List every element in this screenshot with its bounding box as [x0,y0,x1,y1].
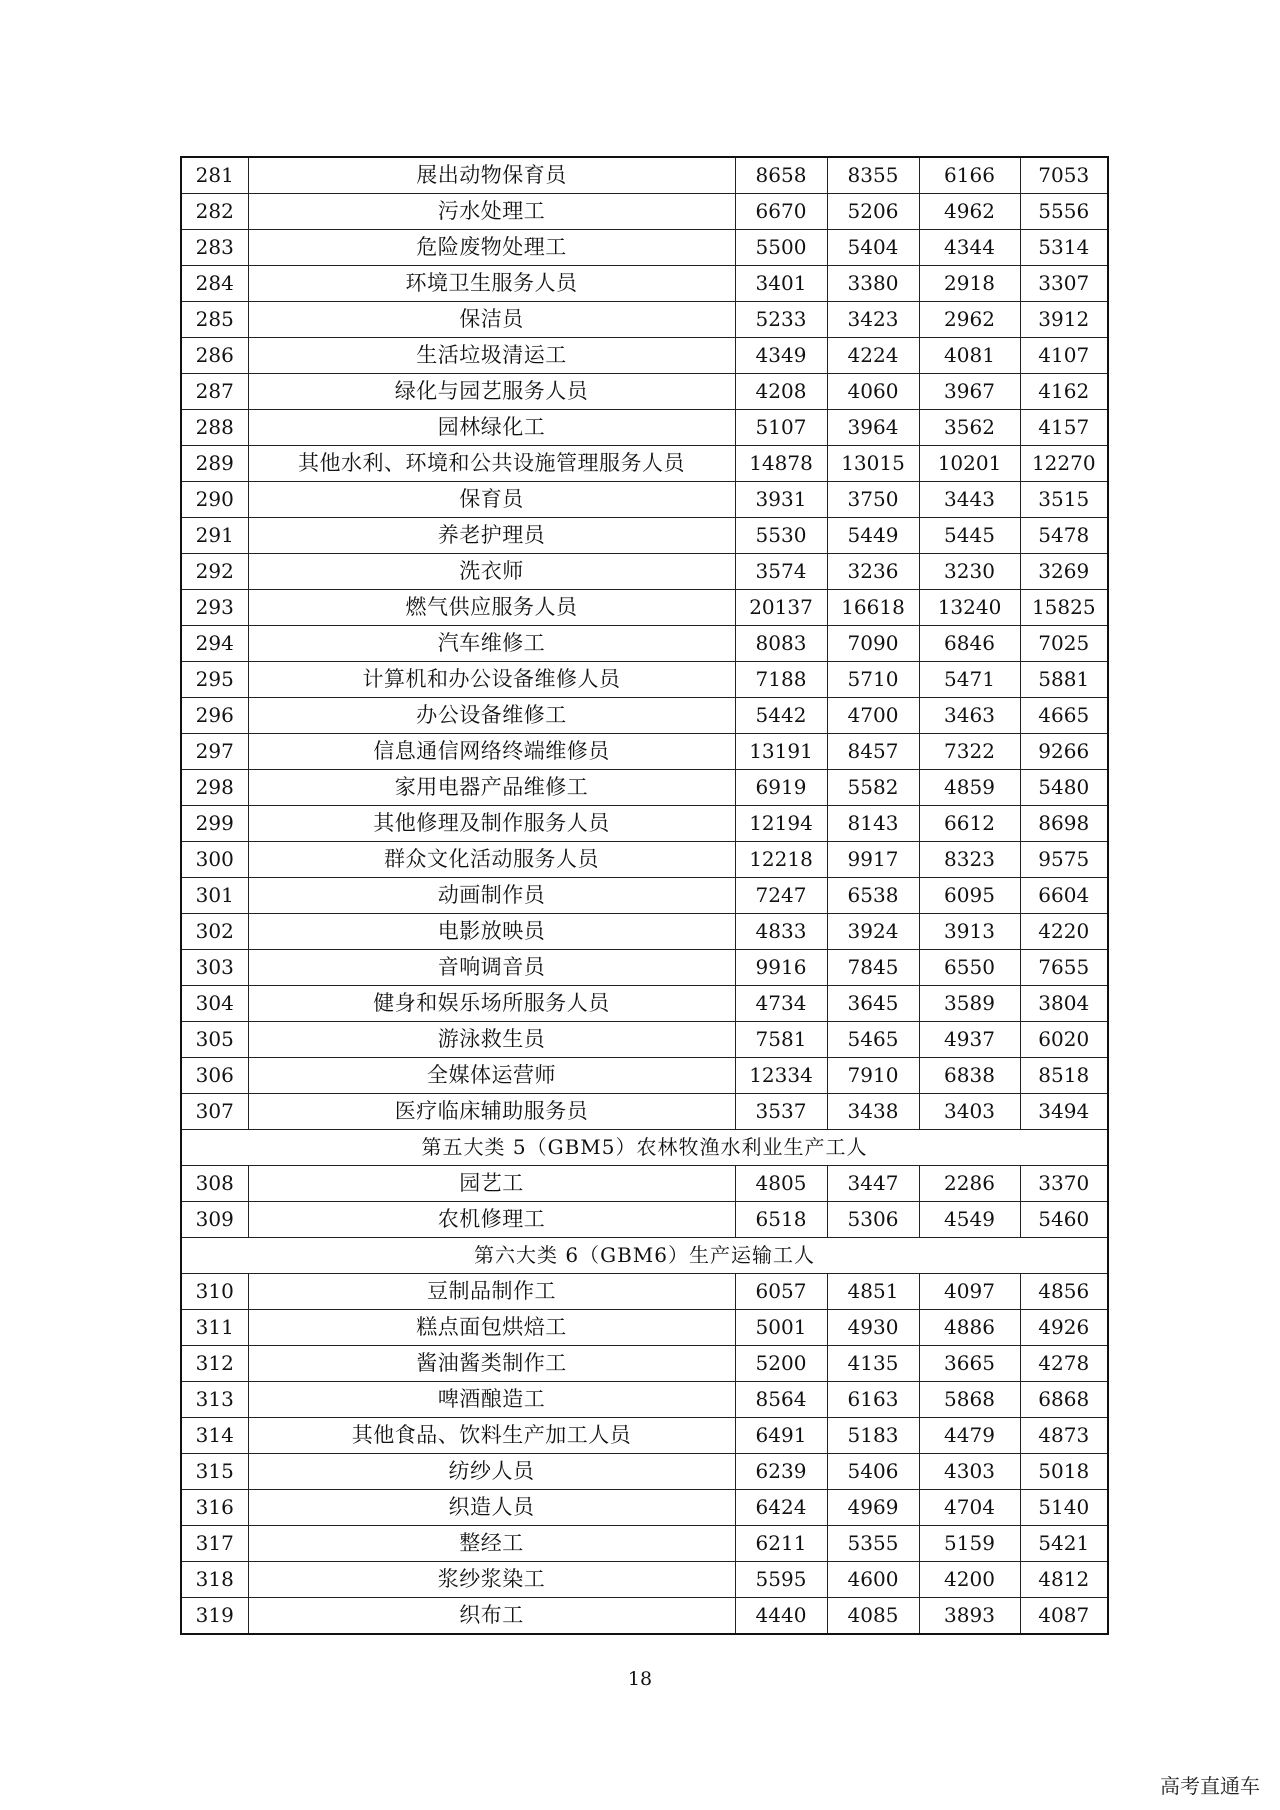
occupation-name-cell: 电影放映员 [248,914,735,950]
occupation-name-cell: 啤酒酿造工 [248,1382,735,1418]
row-number-cell: 286 [181,338,248,374]
table-row [181,914,1108,950]
row-number-cell: 295 [181,662,248,698]
value-cell-4: 3515 [1020,482,1108,518]
value-cell-1: 12194 [735,806,827,842]
table-row [181,950,1108,986]
table-row [181,698,1108,734]
occupation-name-cell: 园艺工 [248,1166,735,1202]
value-cell-4: 5421 [1020,1526,1108,1562]
value-cell-2: 3236 [827,554,919,590]
table-row [181,1310,1108,1346]
occupation-name-cell: 织造人员 [248,1490,735,1526]
value-cell-1: 6211 [735,1526,827,1562]
value-cell-2: 13015 [827,446,919,482]
value-cell-3: 6166 [919,157,1020,194]
value-cell-3: 3463 [919,698,1020,734]
table-row [181,230,1108,266]
value-cell-3: 8323 [919,842,1020,878]
occupation-name-cell: 保洁员 [248,302,735,338]
row-number-cell: 310 [181,1274,248,1310]
value-cell-2: 5306 [827,1202,919,1238]
table-row [181,770,1108,806]
value-cell-2: 3964 [827,410,919,446]
occupation-name-cell: 纺纱人员 [248,1454,735,1490]
value-cell-1: 4208 [735,374,827,410]
row-number-cell: 313 [181,1382,248,1418]
table-row [181,1526,1108,1562]
value-cell-4: 6604 [1020,878,1108,914]
value-cell-1: 4833 [735,914,827,950]
value-cell-3: 13240 [919,590,1020,626]
table-row [181,1418,1108,1454]
value-cell-4: 12270 [1020,446,1108,482]
occupation-name-cell: 绿化与园艺服务人员 [248,374,735,410]
value-cell-3: 4937 [919,1022,1020,1058]
table-row [181,1562,1108,1598]
row-number-cell: 298 [181,770,248,806]
value-cell-2: 3380 [827,266,919,302]
row-number-cell: 281 [181,157,248,194]
value-cell-3: 4097 [919,1274,1020,1310]
row-number-cell: 303 [181,950,248,986]
value-cell-1: 6239 [735,1454,827,1490]
row-number-cell: 287 [181,374,248,410]
occupation-name-cell: 其他食品、饮料生产加工人员 [248,1418,735,1454]
value-cell-1: 6518 [735,1202,827,1238]
row-number-cell: 300 [181,842,248,878]
value-cell-3: 5868 [919,1382,1020,1418]
table-row [181,986,1108,1022]
value-cell-4: 9575 [1020,842,1108,878]
value-cell-3: 6612 [919,806,1020,842]
value-cell-3: 6846 [919,626,1020,662]
table-row [181,1202,1108,1238]
value-cell-2: 16618 [827,590,919,626]
value-cell-1: 9916 [735,950,827,986]
value-cell-1: 6424 [735,1490,827,1526]
row-number-cell: 282 [181,194,248,230]
table-row [181,734,1108,770]
value-cell-4: 5460 [1020,1202,1108,1238]
value-cell-1: 20137 [735,590,827,626]
value-cell-2: 5183 [827,1418,919,1454]
occupation-name-cell: 危险废物处理工 [248,230,735,266]
value-cell-4: 15825 [1020,590,1108,626]
value-cell-4: 5478 [1020,518,1108,554]
value-cell-2: 4085 [827,1598,919,1635]
value-cell-4: 4278 [1020,1346,1108,1382]
table-row [181,446,1108,482]
value-cell-4: 4107 [1020,338,1108,374]
occupation-name-cell: 糕点面包烘焙工 [248,1310,735,1346]
value-cell-4: 3370 [1020,1166,1108,1202]
row-number-cell: 285 [181,302,248,338]
occupation-name-cell: 燃气供应服务人员 [248,590,735,626]
table-row [181,878,1108,914]
value-cell-2: 5404 [827,230,919,266]
value-cell-4: 3269 [1020,554,1108,590]
value-cell-3: 7322 [919,734,1020,770]
row-number-cell: 299 [181,806,248,842]
value-cell-4: 4926 [1020,1310,1108,1346]
value-cell-4: 5018 [1020,1454,1108,1490]
value-cell-1: 4805 [735,1166,827,1202]
value-cell-4: 3494 [1020,1094,1108,1130]
value-cell-2: 4135 [827,1346,919,1382]
value-cell-4: 8518 [1020,1058,1108,1094]
row-number-cell: 283 [181,230,248,266]
table-row [181,1274,1108,1310]
row-number-cell: 296 [181,698,248,734]
table-row [181,1058,1108,1094]
value-cell-1: 5530 [735,518,827,554]
table-row [181,518,1108,554]
value-cell-3: 3443 [919,482,1020,518]
value-cell-4: 5314 [1020,230,1108,266]
value-cell-1: 6670 [735,194,827,230]
occupation-name-cell: 洗衣师 [248,554,735,590]
value-cell-1: 12334 [735,1058,827,1094]
page-number: 18 [627,1668,653,1690]
row-number-cell: 318 [181,1562,248,1598]
value-cell-1: 5200 [735,1346,827,1382]
table-row [181,374,1108,410]
value-cell-4: 7053 [1020,157,1108,194]
occupation-name-cell: 展出动物保育员 [248,157,735,194]
value-cell-4: 3307 [1020,266,1108,302]
value-cell-3: 4962 [919,194,1020,230]
value-cell-2: 6538 [827,878,919,914]
value-cell-1: 6919 [735,770,827,806]
occupation-name-cell: 动画制作员 [248,878,735,914]
row-number-cell: 291 [181,518,248,554]
occupation-name-cell: 生活垃圾清运工 [248,338,735,374]
value-cell-4: 9266 [1020,734,1108,770]
row-number-cell: 316 [181,1490,248,1526]
value-cell-3: 4303 [919,1454,1020,1490]
value-cell-1: 7188 [735,662,827,698]
value-cell-4: 6020 [1020,1022,1108,1058]
value-cell-1: 4440 [735,1598,827,1635]
row-number-cell: 284 [181,266,248,302]
value-cell-3: 4200 [919,1562,1020,1598]
row-number-cell: 312 [181,1346,248,1382]
category-heading: 第五大类 5（GBM5）农林牧渔水利业生产工人 [181,1130,1108,1166]
wage-table [180,156,1109,1635]
table-row [181,157,1108,194]
category-row [181,1238,1108,1274]
value-cell-1: 3931 [735,482,827,518]
value-cell-1: 12218 [735,842,827,878]
occupation-name-cell: 农机修理工 [248,1202,735,1238]
row-number-cell: 290 [181,482,248,518]
value-cell-4: 7655 [1020,950,1108,986]
table-row [181,1382,1108,1418]
value-cell-4: 7025 [1020,626,1108,662]
occupation-name-cell: 汽车维修工 [248,626,735,662]
occupation-name-cell: 计算机和办公设备维修人员 [248,662,735,698]
value-cell-3: 4549 [919,1202,1020,1238]
table-row [181,1094,1108,1130]
value-cell-4: 3804 [1020,986,1108,1022]
value-cell-1: 3401 [735,266,827,302]
occupation-name-cell: 浆纱浆染工 [248,1562,735,1598]
value-cell-1: 8564 [735,1382,827,1418]
occupation-name-cell: 全媒体运营师 [248,1058,735,1094]
value-cell-3: 2962 [919,302,1020,338]
occupation-name-cell: 群众文化活动服务人员 [248,842,735,878]
value-cell-4: 4162 [1020,374,1108,410]
table-row [181,1598,1108,1635]
row-number-cell: 319 [181,1598,248,1635]
occupation-name-cell: 其他修理及制作服务人员 [248,806,735,842]
value-cell-1: 3574 [735,554,827,590]
value-cell-3: 5445 [919,518,1020,554]
row-number-cell: 311 [181,1310,248,1346]
value-cell-4: 5881 [1020,662,1108,698]
value-cell-1: 5595 [735,1562,827,1598]
occupation-name-cell: 豆制品制作工 [248,1274,735,1310]
value-cell-3: 3230 [919,554,1020,590]
value-cell-2: 8457 [827,734,919,770]
value-cell-2: 5206 [827,194,919,230]
value-cell-3: 4859 [919,770,1020,806]
occupation-name-cell: 环境卫生服务人员 [248,266,735,302]
value-cell-2: 3924 [827,914,919,950]
occupation-name-cell: 酱油酱类制作工 [248,1346,735,1382]
table-row [181,590,1108,626]
value-cell-3: 5471 [919,662,1020,698]
value-cell-1: 8083 [735,626,827,662]
value-cell-2: 3423 [827,302,919,338]
row-number-cell: 307 [181,1094,248,1130]
occupation-name-cell: 医疗临床辅助服务员 [248,1094,735,1130]
value-cell-2: 5465 [827,1022,919,1058]
table-row [181,1166,1108,1202]
value-cell-2: 4600 [827,1562,919,1598]
value-cell-4: 4856 [1020,1274,1108,1310]
occupation-name-cell: 保育员 [248,482,735,518]
category-row [181,1130,1108,1166]
value-cell-2: 3645 [827,986,919,1022]
value-cell-2: 3438 [827,1094,919,1130]
value-cell-3: 6550 [919,950,1020,986]
value-cell-4: 5480 [1020,770,1108,806]
value-cell-3: 2918 [919,266,1020,302]
value-cell-4: 6868 [1020,1382,1108,1418]
occupation-name-cell: 养老护理员 [248,518,735,554]
value-cell-3: 3893 [919,1598,1020,1635]
occupation-name-cell: 家用电器产品维修工 [248,770,735,806]
table-row [181,626,1108,662]
value-cell-1: 6057 [735,1274,827,1310]
value-cell-3: 3562 [919,410,1020,446]
table-row [181,1022,1108,1058]
row-number-cell: 317 [181,1526,248,1562]
value-cell-1: 14878 [735,446,827,482]
value-cell-4: 4665 [1020,698,1108,734]
value-cell-2: 4969 [827,1490,919,1526]
table-row [181,1490,1108,1526]
value-cell-1: 5107 [735,410,827,446]
value-cell-2: 5355 [827,1526,919,1562]
value-cell-2: 6163 [827,1382,919,1418]
value-cell-3: 3589 [919,986,1020,1022]
occupation-name-cell: 其他水利、环境和公共设施管理服务人员 [248,446,735,482]
value-cell-1: 4734 [735,986,827,1022]
row-number-cell: 309 [181,1202,248,1238]
value-cell-1: 5233 [735,302,827,338]
value-cell-1: 6491 [735,1418,827,1454]
row-number-cell: 301 [181,878,248,914]
row-number-cell: 306 [181,1058,248,1094]
occupation-name-cell: 音响调音员 [248,950,735,986]
category-heading: 第六大类 6（GBM6）生产运输工人 [181,1238,1108,1274]
value-cell-4: 4812 [1020,1562,1108,1598]
value-cell-2: 8355 [827,157,919,194]
row-number-cell: 305 [181,1022,248,1058]
value-cell-2: 4700 [827,698,919,734]
value-cell-1: 13191 [735,734,827,770]
value-cell-3: 5159 [919,1526,1020,1562]
value-cell-4: 3912 [1020,302,1108,338]
watermark-text: 高考直通车 [1160,1774,1260,1798]
occupation-name-cell: 办公设备维修工 [248,698,735,734]
value-cell-3: 3967 [919,374,1020,410]
occupation-name-cell: 园林绿化工 [248,410,735,446]
table-row [181,410,1108,446]
row-number-cell: 288 [181,410,248,446]
occupation-name-cell: 整经工 [248,1526,735,1562]
row-number-cell: 315 [181,1454,248,1490]
table-row [181,266,1108,302]
value-cell-2: 5582 [827,770,919,806]
value-cell-4: 5140 [1020,1490,1108,1526]
table-row [181,1454,1108,1490]
value-cell-2: 9917 [827,842,919,878]
value-cell-3: 3913 [919,914,1020,950]
value-cell-1: 8658 [735,157,827,194]
value-cell-2: 4851 [827,1274,919,1310]
value-cell-3: 6838 [919,1058,1020,1094]
value-cell-1: 7247 [735,878,827,914]
occupation-name-cell: 织布工 [248,1598,735,1635]
table-row [181,338,1108,374]
table-row [181,554,1108,590]
table-row [181,662,1108,698]
row-number-cell: 314 [181,1418,248,1454]
row-number-cell: 304 [181,986,248,1022]
row-number-cell: 302 [181,914,248,950]
value-cell-2: 3447 [827,1166,919,1202]
value-cell-2: 5449 [827,518,919,554]
table-row [181,482,1108,518]
value-cell-1: 7581 [735,1022,827,1058]
occupation-name-cell: 游泳救生员 [248,1022,735,1058]
row-number-cell: 293 [181,590,248,626]
value-cell-2: 7910 [827,1058,919,1094]
value-cell-2: 5406 [827,1454,919,1490]
value-cell-2: 4224 [827,338,919,374]
table-row [181,1346,1108,1382]
value-cell-2: 7090 [827,626,919,662]
row-number-cell: 308 [181,1166,248,1202]
row-number-cell: 289 [181,446,248,482]
table-row [181,806,1108,842]
value-cell-4: 4220 [1020,914,1108,950]
value-cell-4: 4873 [1020,1418,1108,1454]
table-row [181,194,1108,230]
value-cell-2: 5710 [827,662,919,698]
value-cell-3: 4704 [919,1490,1020,1526]
value-cell-1: 5500 [735,230,827,266]
value-cell-2: 4930 [827,1310,919,1346]
value-cell-1: 5442 [735,698,827,734]
row-number-cell: 294 [181,626,248,662]
table-row [181,302,1108,338]
value-cell-3: 2286 [919,1166,1020,1202]
value-cell-3: 4344 [919,230,1020,266]
value-cell-2: 3750 [827,482,919,518]
value-cell-3: 4081 [919,338,1020,374]
table-row [181,842,1108,878]
value-cell-2: 4060 [827,374,919,410]
value-cell-2: 8143 [827,806,919,842]
value-cell-3: 4886 [919,1310,1020,1346]
value-cell-1: 4349 [735,338,827,374]
value-cell-4: 8698 [1020,806,1108,842]
value-cell-3: 4479 [919,1418,1020,1454]
occupation-name-cell: 健身和娱乐场所服务人员 [248,986,735,1022]
row-number-cell: 297 [181,734,248,770]
value-cell-4: 4087 [1020,1598,1108,1635]
value-cell-4: 4157 [1020,410,1108,446]
value-cell-3: 10201 [919,446,1020,482]
value-cell-3: 6095 [919,878,1020,914]
value-cell-3: 3665 [919,1346,1020,1382]
occupation-name-cell: 污水处理工 [248,194,735,230]
occupation-name-cell: 信息通信网络终端维修员 [248,734,735,770]
value-cell-3: 3403 [919,1094,1020,1130]
value-cell-2: 7845 [827,950,919,986]
value-cell-1: 3537 [735,1094,827,1130]
value-cell-1: 5001 [735,1310,827,1346]
value-cell-4: 5556 [1020,194,1108,230]
row-number-cell: 292 [181,554,248,590]
